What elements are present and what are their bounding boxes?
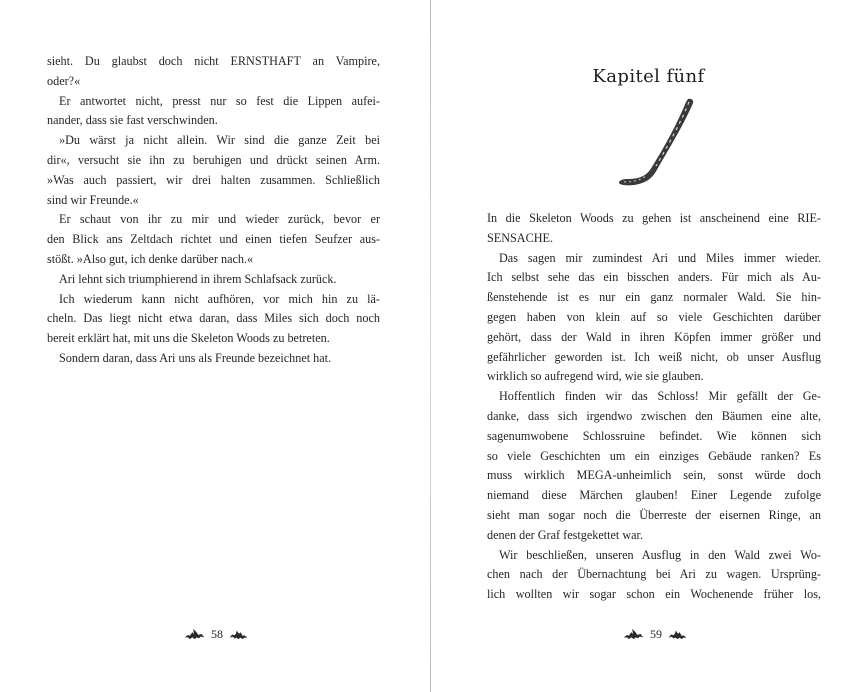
- text-line: wirklich so aufregend wird, wie sie glauben.: [487, 369, 704, 384]
- text-line: Ich wiederum kann nicht aufhören, vor mich hin zu lä-: [59, 291, 380, 306]
- text-line: gefährlicher geworden ist. Ich weiß nicht, ob unser Ausflug: [487, 349, 821, 364]
- bat-icon: [229, 628, 249, 641]
- text-line: nander, dass sie fast verschwinden.: [47, 113, 218, 128]
- text-line: chen nach der Übernachtung bei Ari zu wagen. Ursprüng-: [487, 567, 821, 582]
- text-line: niemand diese Märchen glauben! Einer Legende zufolge: [487, 488, 821, 503]
- text-line: gegen haben von klein auf so viele Geschichten darüber: [487, 309, 821, 324]
- text-line: »Was auch passiert, wir drei halten zusammen. Schließlich: [47, 172, 380, 187]
- left-page-text: [47, 52, 380, 369]
- left-page-footer: [183, 624, 249, 644]
- left-page-number: 58: [211, 626, 223, 641]
- text-line: ßenstehende ist es nur ein ganz normaler Wald. Sie hin-: [487, 290, 821, 305]
- text-line: dir«, versucht sie ihn zu beruhigen und drückt seinen Arm.: [47, 152, 380, 167]
- bat-icon: [183, 627, 205, 641]
- text-line: denen der Graf festgekettet war.: [487, 527, 643, 542]
- chapter-title: Kapitel fünf: [592, 66, 705, 87]
- text-line: Sondern daran, dass Ari uns als Freunde bezeichnet hat.: [59, 350, 332, 365]
- text-line: Wir beschließen, unseren Ausflug in den Wald zwei Wo-: [499, 547, 821, 562]
- text-line: In die Skeleton Woods zu gehen ist anscheinend eine RIE-: [487, 211, 821, 225]
- text-line: danke, dass sich irgendwo zwischen den Bäumen eine alte,: [487, 408, 821, 423]
- text-line: sagenumwobene Schlossruine befindet. Wie können sich: [487, 428, 821, 443]
- bat-icon: [622, 627, 644, 641]
- right-page-text: [487, 209, 821, 605]
- left-page: [0, 0, 430, 692]
- right-page: [431, 0, 866, 692]
- brush-stroke-icon: [612, 96, 702, 190]
- text-line: sind wir Freunde.«: [47, 192, 139, 207]
- text-line: oder?«: [47, 73, 81, 88]
- text-line: lich wollten wir sogar schon ein Wochenende früher los,: [487, 587, 821, 602]
- text-line: Hoffentlich finden wir das Schloss! Mir gefällt der Ge-: [499, 389, 821, 404]
- right-page-footer: [622, 624, 688, 644]
- text-line: sieht. Du glaubst doch nicht ERNSTHAFT an Vampire,: [47, 54, 380, 68]
- text-line: muss wirklich MEGA-unheimlich sein, sonst würde doch: [487, 468, 821, 483]
- text-line: Ari lehnt sich triumphierend in ihrem Schlafsack zurück.: [59, 271, 337, 286]
- text-line: gehört, dass der Wald in ihren Köpfen immer größer und: [487, 329, 821, 344]
- text-line: Er antwortet nicht, presst nur so fest die Lippen aufei-: [59, 93, 380, 108]
- text-line: stößt. »Also gut, ich denke darüber nach.«: [47, 251, 254, 266]
- bat-icon: [668, 628, 688, 641]
- text-line: Das sagen mir zumindest Ari und Miles immer wieder.: [499, 250, 821, 265]
- text-line: »Du wärst ja nicht allein. Wir sind die ganze Zeit bei: [59, 133, 380, 148]
- text-line: sieht man sogar noch die Überreste der eisernen Ringe, an: [487, 507, 821, 522]
- text-line: so viele Geschichten um ein einziges Gebäude ranken? Es: [487, 448, 821, 463]
- text-line: Er schaut von ihr zu mir und wieder zurück, bevor er: [59, 212, 380, 227]
- text-line: SENSACHE.: [487, 230, 554, 245]
- text-line: den Blick ans Zeltdach richtet und einen tiefen Seufzer aus-: [47, 232, 380, 247]
- text-line: bereit erklärt hat, mit uns die Skeleton Woods zu betreten.: [47, 331, 330, 346]
- right-page-number: 59: [650, 626, 662, 641]
- text-line: Ich selbst sehe das ein bisschen anders. Für mich als Au-: [487, 270, 821, 285]
- text-line: cheln. Das liegt nicht etwa daran, dass Miles sich doch noch: [47, 311, 380, 326]
